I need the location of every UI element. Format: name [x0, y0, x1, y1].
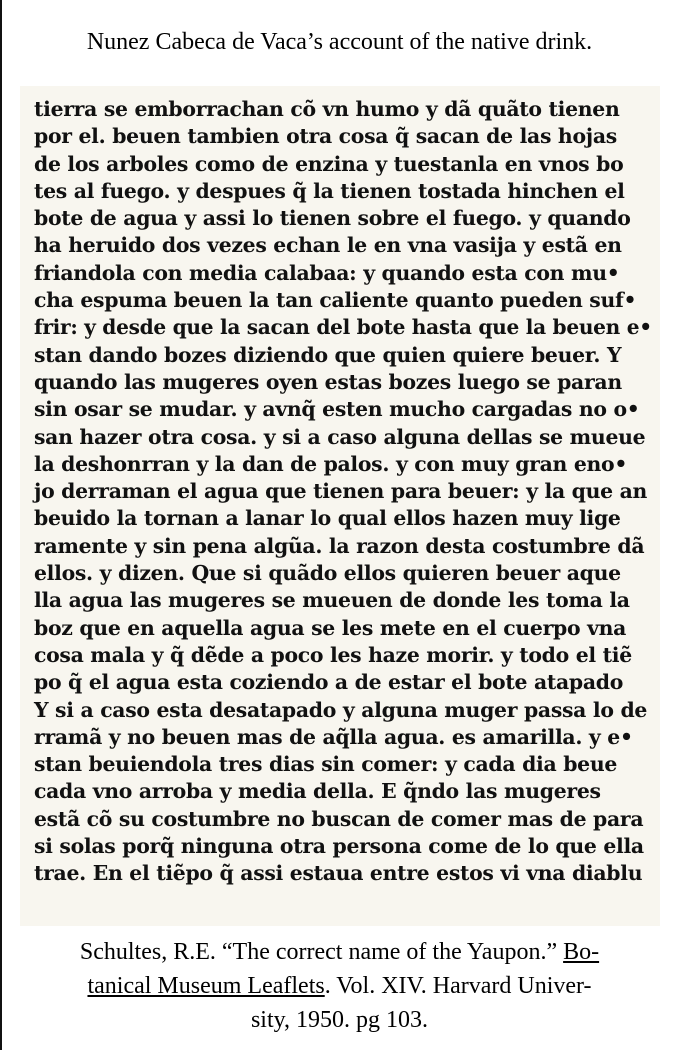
scan-text-line: friandola con media calabaa: y quando esta con mu• [34, 260, 620, 285]
citation-author-title: Schultes, R.E. “The correct name of the Yaupon.” [79, 939, 564, 965]
scan-text-line: trae. En el tiẽpo q̃ assi estaua entre estos vi vna diablu [34, 861, 643, 886]
scan-text-line: beuido la tornan a lanar lo qual ellos hazen muy lige [34, 506, 621, 531]
scan-text-line: cha espuma beuen la tan caliente quanto pueden suf• [34, 288, 637, 313]
citation-line-2 [2, 969, 675, 1003]
scan-text-line: tes al fuego. y despues q̃ la tienen tostada hinchen el [34, 178, 625, 203]
scan-text-line: frir: y desde que la sacan del bote hasta que la beuen e• [34, 315, 652, 340]
citation-volume-publisher: . Vol. XIV. Harvard Univer- [324, 973, 592, 999]
scan-text-line: stan dando bozes diziendo que quien quiere beuer. Y [34, 342, 622, 367]
scan-text-line: rramã y no beuen mas de aq̃lla agua. es amarilla. y e• [34, 724, 633, 749]
scan-text-line: cosa mala y q̃ dẽde a poco les haze morir. y todo el tiẽ [34, 642, 632, 667]
scan-text-line: po q̃ el agua esta coziendo a de estar el bote atapado [34, 670, 624, 695]
scan-text-line: ramente y sin pena algũa. la razon desta costumbre dã [34, 533, 645, 558]
scanned-text-image [20, 86, 660, 926]
citation-journal-part-1: Bo- [563, 939, 600, 965]
scan-text-line: lla agua las mugeres se mueuen de donde les toma la [34, 588, 630, 613]
scan-text-line: Y si a caso esta desatapado y alguna muger passa lo de [34, 697, 648, 722]
scan-text-line: bote de agua y assi lo tienen sobre el fuego. y quando [34, 206, 631, 231]
citation-line-3: sity, 1950. pg 103. [250, 1007, 429, 1033]
scan-text-line: si solas porq̃ ninguna otra persona come de lo que ella [34, 834, 644, 859]
scan-text-line: stan beuiendola tres dias sin comer: y cada dia beue [34, 752, 618, 777]
scan-text-line: sin osar se mudar. y avnq̃ esten mucho cargadas no o• [34, 397, 640, 422]
scan-text-line: la deshonrran y la dan de palos. y con muy gran eno• [34, 451, 628, 476]
citation-journal-part-2: tanical Museum Leaflets [87, 973, 325, 999]
scan-text-line: tierra se emborrachan cõ vn humo y dã quãto tienen [34, 97, 620, 121]
citation-line-1 [2, 935, 675, 969]
scan-text-line: boz que en aquella agua se les mete en el cuerpo vna [34, 615, 627, 640]
scan-text-line: estã cõ su costumbre no buscan de comer mas de para [34, 806, 644, 831]
scan-text-line: san hazer otra cosa. y si a caso alguna dellas se mueue [34, 424, 646, 449]
scan-text-line: cada vno arroba y media della. E q̃ndo las mugeres [34, 779, 601, 804]
scan-text-line: ellos. y dizen. Que si quãdo ellos quieren beuer aque [34, 561, 621, 586]
citation [2, 935, 675, 1037]
scan-text-line: quando las mugeres oyen estas bozes luego se paran [34, 369, 622, 394]
scan-text-line: por el. beuen tambien otra cosa q̃ sacan de las hojas [34, 124, 617, 149]
scan-text-line: de los arboles como de enzina y tuestanla en vnos bo [34, 151, 624, 176]
page-title: Nunez Cabeca de Vaca’s account of the native drink. [86, 29, 593, 55]
scan-text-line: ha heruido dos vezes echan le en vna vasija y estã en [34, 233, 622, 258]
scan-text-line: jo derraman el agua que tienen para beuer: y la que an [34, 479, 648, 504]
